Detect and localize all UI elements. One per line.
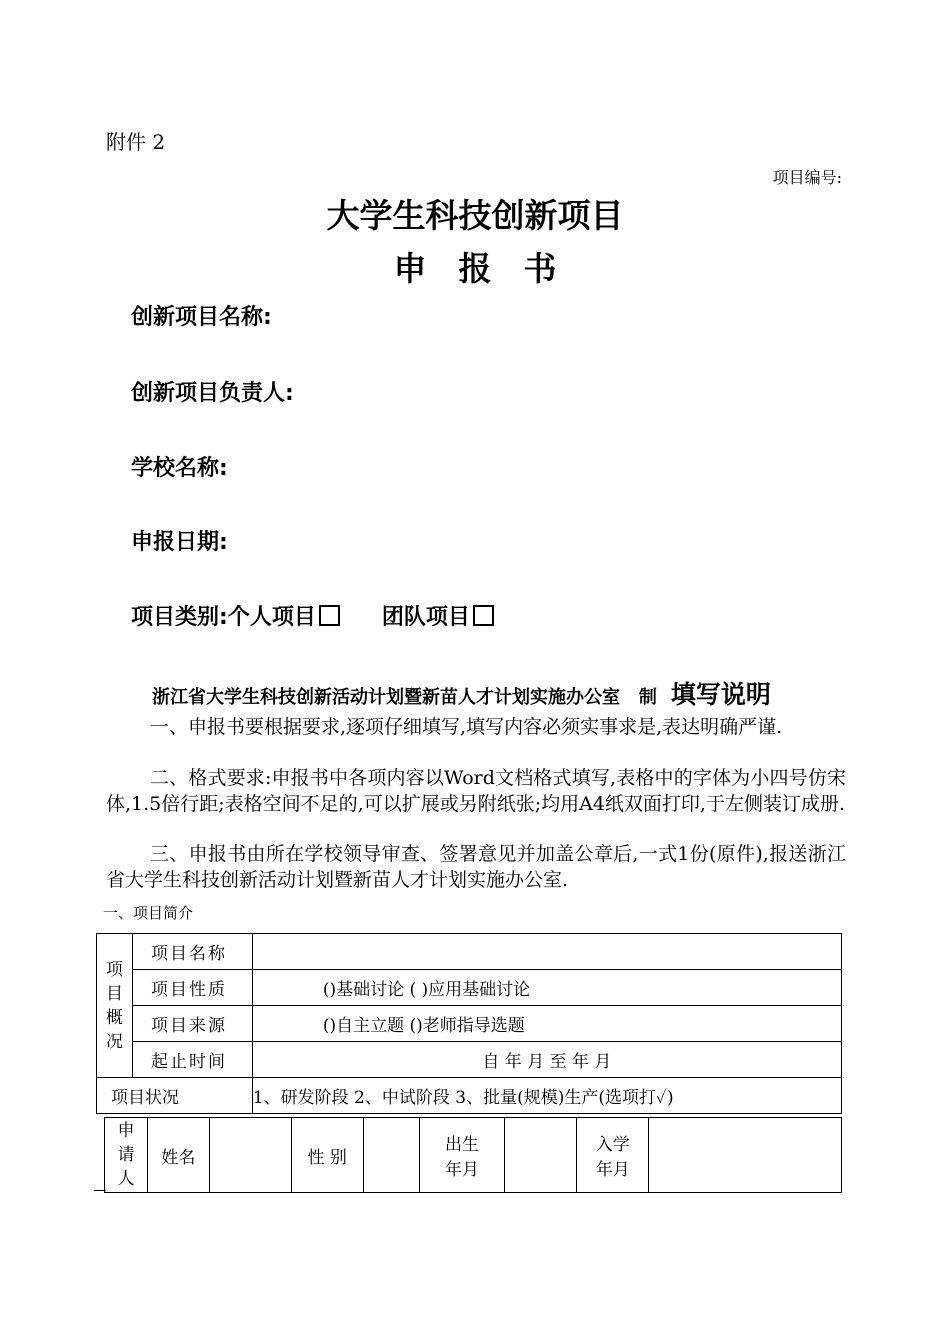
- personal-checkbox[interactable]: [319, 605, 340, 626]
- instructions-header: [152, 675, 771, 711]
- page-subtitle: 申报书: [393, 249, 589, 288]
- applicant-birth-label: 出生 年月: [419, 1118, 505, 1193]
- office-name: 浙江省大学生科技创新活动计划暨新苗人才计划实施办公室: [152, 687, 620, 708]
- project-period-label: 起止时间: [132, 1042, 252, 1078]
- project-leader-field: 创新项目负责人:: [131, 381, 294, 406]
- project-source-options[interactable]: ()自主立题 ()老师指导选题: [252, 1006, 841, 1042]
- category-team-label: 团队项目: [381, 605, 470, 630]
- overview-label: 项 目 概 况: [97, 934, 133, 1078]
- project-nature-label: 项目性质: [132, 970, 252, 1006]
- category-label: 项目类别:: [131, 605, 228, 630]
- section-title: 一、项目简介: [103, 904, 194, 922]
- applicant-birth-input[interactable]: [505, 1118, 577, 1193]
- applicant-enroll-label: 入学 年月: [577, 1118, 649, 1193]
- project-category-field: [131, 600, 494, 631]
- instruction-item-3: 三、申报书由所在学校领导审查、签署意见并加盖公章后,一式1份(原件),报送浙江省大学生科技创新活动计划暨新苗人才计划实施办公室.: [106, 843, 846, 891]
- attachment-label: 附件 2: [106, 130, 166, 154]
- project-nature-options[interactable]: ()基础讨论 ( )应用基础讨论: [252, 970, 841, 1006]
- project-overview-table: [96, 933, 842, 1114]
- school-name-field: 学校名称:: [131, 456, 228, 481]
- instruction-item-2: 二、格式要求:申报书中各项内容以Word文档格式填写,表格中的字体为小四号仿宋体,1.5倍行距;表格空间不足的,可以扩展或另附纸张;均用A4纸双面打印,于左侧装订成册.: [106, 767, 846, 815]
- office-suffix: 制: [638, 687, 657, 708]
- apply-date-field: 申报日期:: [131, 530, 228, 555]
- project-name-input[interactable]: [252, 934, 841, 970]
- project-status-value[interactable]: 1、研发阶段 2、中试阶段 3、批量(规模)生产(选项打✓): [252, 1078, 841, 1114]
- category-personal-label: 个人项目: [227, 605, 316, 630]
- page-title: 大学生科技创新项目: [326, 196, 624, 235]
- project-period-value[interactable]: 自 年 月 至 年 月: [252, 1042, 841, 1078]
- project-name-label: 项目名称: [132, 934, 252, 970]
- instructions-heading: 填写说明: [670, 680, 771, 709]
- project-source-label: 项目来源: [132, 1006, 252, 1042]
- applicant-name-label: 姓名: [147, 1118, 209, 1193]
- applicant-label: 申 请 人: [105, 1118, 148, 1193]
- applicant-name-input[interactable]: [209, 1118, 291, 1193]
- table-divider: [94, 1190, 106, 1191]
- project-number-label: 项目编号:: [772, 168, 842, 187]
- applicant-gender-input[interactable]: [363, 1118, 419, 1193]
- instruction-item-1: 一、申报书要根据要求,逐项仔细填写,填写内容必须实事求是,表达明确严谨.: [150, 716, 783, 738]
- project-status-label: 项目状况: [97, 1078, 253, 1114]
- team-checkbox[interactable]: [473, 605, 494, 626]
- applicant-enroll-input[interactable]: [649, 1118, 842, 1193]
- project-name-field: 创新项目名称:: [131, 305, 272, 330]
- applicant-gender-label: 性 别: [291, 1118, 363, 1193]
- applicant-table: [104, 1117, 842, 1193]
